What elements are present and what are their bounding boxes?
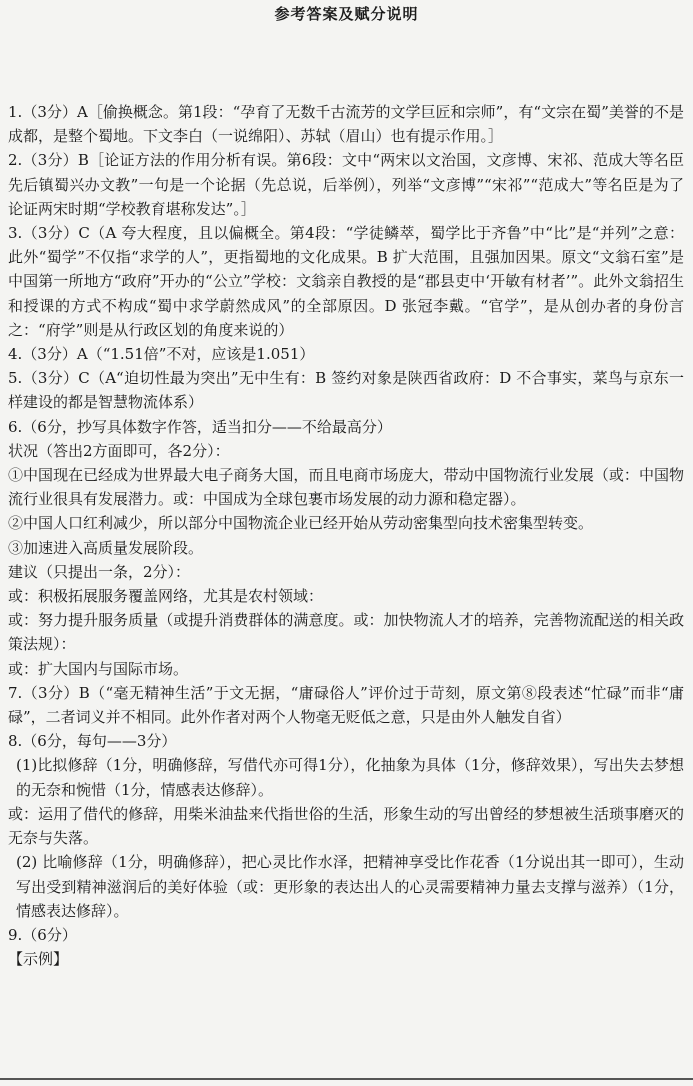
answer-body	[8, 100, 684, 971]
answer-3: 3.（3分）C（A 夸大程度，且以偏概全。第4段：“学徒鳞萃，蜀学比于齐鲁”中“比”是“并列”之意：此外“蜀学”不仅指“求学的人”，更指蜀地的文化成果。B 扩大范围，且强加因果。原文“文翁石室”是中国第一所地方“政府”开办的“公立”学校：文翁亲自教授的是“郡县吏中‘开敏有材者’”。此外文翁招生和授课的方式不构成“蜀中求学蔚然成风”的全部原因。D 张冠李戴。“官学”，是从创办者的身份言之：“府学”则是从行政区划的角度来说的）	[8, 224, 684, 339]
answer-6-status-heading: 状况（答出2方面即可，各2分）：	[8, 441, 230, 460]
answer-6-suggest-2: 或：努力提升服务质量（或提升消费群体的满意度。或：加快物流人才的培养，完善物流配送的相关政策法规）：	[8, 611, 684, 654]
answer-8-part-2: (2) 比喻修辞（1分，明确修辞），把心灵比作水泽，把精神享受比作花香（1分说出其一即可），生动写出受到精神滋润后的美好体验（或：更形象的表达出人的心灵需要精神力量去支撑与滋养）（1分，情感表达修辞）。	[16, 853, 684, 920]
page-title: 参考答案及赋分说明	[274, 5, 419, 23]
answer-6-suggest-3: 或：扩大国内与国际市场。	[8, 659, 189, 678]
answer-4: 4.（3分）A（“1.51倍”不对，应该是1.051）	[8, 345, 315, 364]
answer-8-part-1-alt: 或：运用了借代的修辞，用柴米油盐来代指世俗的生活，形象生动的写出曾经的梦想被生活琐事磨灭的无奈与失落。	[8, 804, 684, 848]
answer-7: 7.（3分）B（“毫无精神生活”于文无据，“庸碌俗人”评价过于苛刻，原文第⑧段表述“忙碌”而非“庸碌”，二者词义并不相同。此外作者对两个人物毫无贬低之意，只是由外人触发自省）	[8, 683, 684, 727]
answer-2: 2.（3分）B［论证方法的作用分析有误。第6段：文中“两宋以文治国，文彦博、宋祁、范成大等名臣先后镇蜀兴办文教”一句是一个论据（先总说，后举例），列举“文彦博”“宋祁”“范成大”等名臣是为了论证两宋时期“学校教育堪称发达”。］	[8, 151, 684, 218]
example-label: 【示例】	[8, 950, 69, 969]
answer-6-heading: 6.（6分，抄写具体数字作答，适当扣分——不给最高分）	[8, 417, 392, 436]
answer-9-heading: 9.（6分）	[8, 925, 77, 944]
answer-6-status-1: ①中国现在已经成为世界最大电子商务大国，而且电商市场庞大，带动中国物流行业发展（或：中国物流行业很具有发展潜力。或：中国成为全球包裹市场发展的动力源和稳定器）。	[8, 466, 684, 509]
answer-8-heading: 8.（6分，每句——3分）	[8, 732, 177, 751]
answer-8-part-1: (1)比拟修辞（1分，明确修辞，写借代亦可得1分），化抽象为具体（1分，修辞效果），写出失去梦想的无奈和惋惜（1分，情感表达修辞）。	[16, 756, 684, 799]
answer-1: 1.（3分）A［偷换概念。第1段：“孕育了无数千古流芳的文学巨匠和宗师”，有“文宗在蜀”美誉的不是成都，是整个蜀地。下文李白（一说绵阳）、苏轼（眉山）也有提示作用。］	[8, 103, 684, 146]
answer-6-status-2: ②中国人口红利减少，所以部分中国物流企业已经开始从劳动密集型向技术密集型转变。	[8, 514, 594, 533]
answer-5: 5.（3分）C（A“迫切性最为突出”无中生有：B 签约对象是陕西省政府：D 不合事实，菜鸟与京东一样建设的都是智慧物流体系）	[8, 369, 684, 412]
answer-6-status-3: ③加速进入高质量发展阶段。	[8, 538, 204, 557]
answer-6-suggest-1: 或：积极拓展服务覆盖网络，尤其是农村领域：	[8, 587, 324, 606]
bottom-rule	[0, 1078, 693, 1080]
answer-6-suggest-heading: 建议（只提出一条，2分）：	[8, 562, 191, 581]
